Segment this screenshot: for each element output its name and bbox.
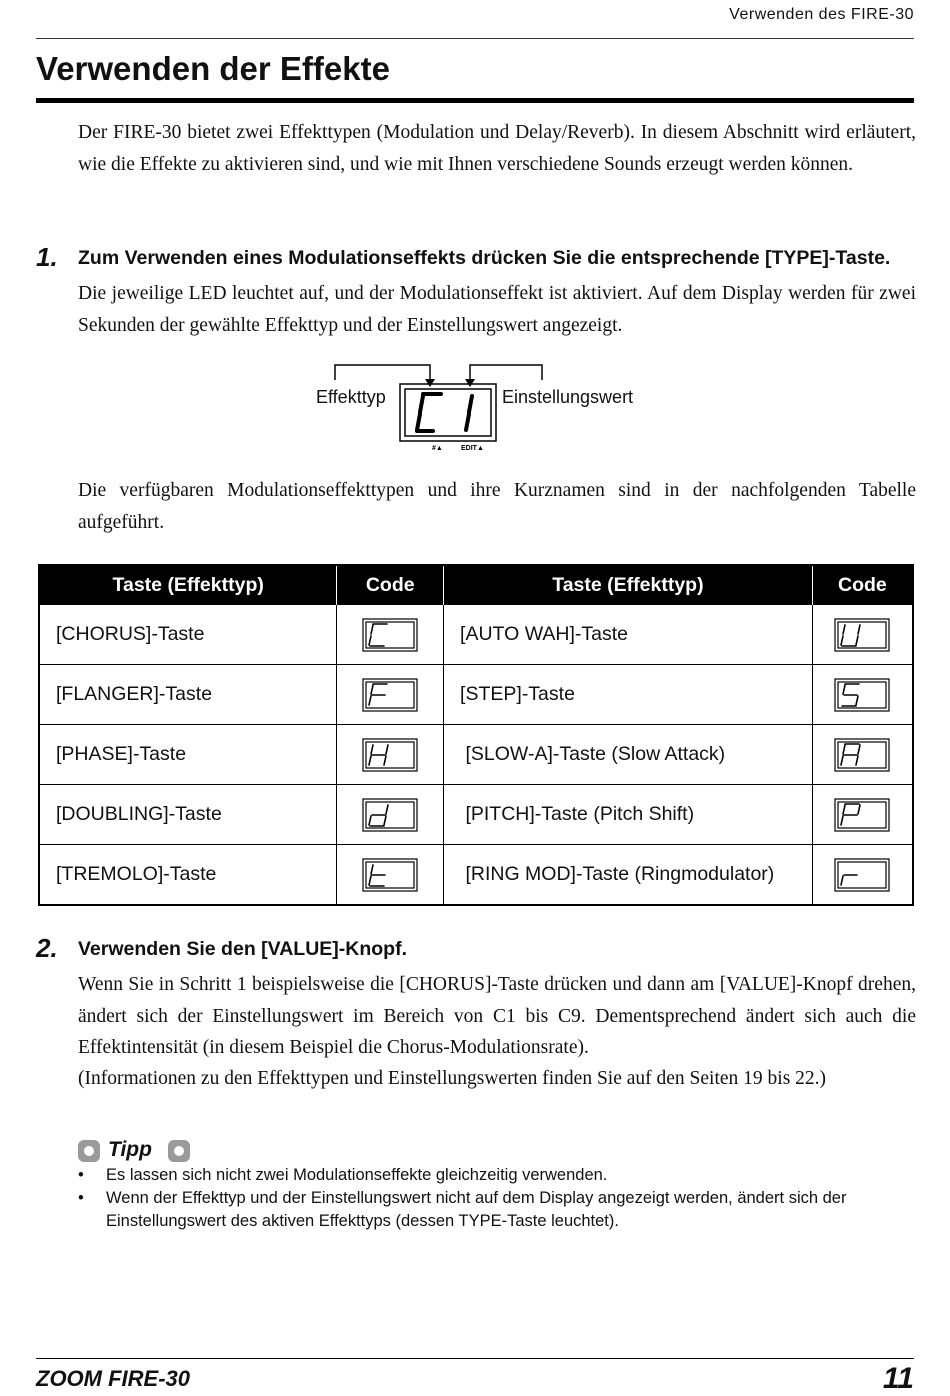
code-display-icon xyxy=(362,738,418,772)
effect-key-cell: [CHORUS]-Taste xyxy=(39,605,337,665)
page-number: 11 xyxy=(882,1362,914,1395)
code-cell xyxy=(812,605,913,665)
effect-key-cell: [AUTO WAH]-Taste xyxy=(444,605,813,665)
table-row xyxy=(39,785,913,845)
code-segment xyxy=(369,696,371,705)
header-code: Code xyxy=(812,565,913,605)
intro-paragraph: Der FIRE-30 bietet zwei Effekttypen (Modulation und Delay/Reverb). In diesem Abschnitt wird erläutert, wie die Effekte zu aktivieren sind, und wie mit Ihnen verschiedene Sounds erzeugt werden können. xyxy=(78,122,916,175)
effect-key-cell: [PHASE]-Taste xyxy=(39,725,337,785)
table-row xyxy=(39,605,913,665)
table-intro: Die verfügbaren Modulationseffekttypen und ihre Kurznamen sind in der nachfolgenden Tabelle aufgeführt. xyxy=(78,480,916,533)
code-display-icon xyxy=(362,798,418,832)
code-display-icon xyxy=(362,618,418,652)
code-cell xyxy=(812,665,913,725)
code-segment xyxy=(369,636,371,645)
code-segment xyxy=(369,876,371,885)
display-sub-label-left: #▲ xyxy=(432,445,443,452)
footer-rule xyxy=(36,1358,914,1359)
code-segment xyxy=(843,805,845,814)
code-segment xyxy=(371,865,373,874)
code-segment xyxy=(843,625,845,634)
code-cell xyxy=(337,725,444,785)
code-segment xyxy=(384,756,386,765)
page-title: Verwenden der Effekte xyxy=(36,50,390,87)
effects-table xyxy=(38,564,914,906)
code-segment xyxy=(369,816,371,825)
label-effekttyp: Effekttyp xyxy=(316,387,386,407)
step-1-text: Die jeweilige LED leuchtet auf, und der Modulationseffekt ist aktiviert. Auf dem Display werden für zwei Sekunden der gewählte Effekttyp und der Einstellungswert angezeigt. xyxy=(78,283,916,336)
code-cell xyxy=(337,845,444,906)
code-cell xyxy=(337,785,444,845)
tipp-list xyxy=(78,1164,920,1233)
code-display-icon xyxy=(834,798,890,832)
running-header: Verwenden des FIRE-30 xyxy=(729,6,914,23)
effect-key-cell: [FLANGER]-Taste xyxy=(39,665,337,725)
effect-key-cell: [DOUBLING]-Taste xyxy=(39,785,337,845)
display-sub-label-right: EDIT▲ xyxy=(461,445,484,452)
code-segment xyxy=(841,636,843,645)
code-cell xyxy=(812,785,913,845)
code-segment xyxy=(384,816,386,825)
step-2-heading: Verwenden Sie den [VALUE]-Knopf. xyxy=(78,938,407,960)
code-segment xyxy=(371,745,373,754)
header-key: Taste (Effekttyp) xyxy=(444,565,813,605)
code-segment xyxy=(858,805,860,814)
step-1-number: 1. xyxy=(36,242,58,272)
code-cell xyxy=(337,605,444,665)
code-display-icon xyxy=(834,738,890,772)
display-digit-right xyxy=(466,396,472,430)
table-row xyxy=(39,845,913,906)
code-segment xyxy=(371,625,373,634)
tipp-label: Tipp xyxy=(108,1138,152,1161)
code-display-icon xyxy=(834,618,890,652)
code-segment xyxy=(369,756,371,765)
code-segment xyxy=(386,745,388,754)
tipp-marker-icon xyxy=(78,1140,100,1162)
tipp-marker-icon xyxy=(168,1140,190,1162)
code-segment xyxy=(386,805,388,814)
step-2-number: 2. xyxy=(36,933,58,963)
footer-brand: ZOOM FIRE-30 xyxy=(36,1366,191,1391)
code-segment xyxy=(858,625,860,634)
code-segment xyxy=(843,685,845,694)
step-2-note: (Informationen zu den Effekttypen und Einstellungswerten finden Sie auf den Seiten 19 bis 22.) xyxy=(78,1068,827,1089)
code-segment xyxy=(841,756,843,765)
code-segment xyxy=(843,745,845,754)
code-segment xyxy=(841,876,843,885)
tipp-item: • Wenn der Effekttyp und der Einstellungswert nicht auf dem Display angezeigt werden, ändert sich der Einstellungswert des aktiven Effekttyps (dessen TYPE-Taste leuchtet). xyxy=(78,1187,920,1233)
code-segment xyxy=(858,745,860,754)
effect-key-cell: [PITCH]-Taste (Pitch Shift) xyxy=(444,785,813,845)
display-digit-left xyxy=(417,394,441,431)
table-row xyxy=(39,665,913,725)
effect-key-cell: [SLOW-A]-Taste (Slow Attack) xyxy=(444,725,813,785)
code-cell xyxy=(337,665,444,725)
code-display-icon xyxy=(362,858,418,892)
effect-key-cell: [TREMOLO]-Taste xyxy=(39,845,337,906)
code-segment xyxy=(841,816,843,825)
code-display-icon xyxy=(834,858,890,892)
code-cell xyxy=(812,845,913,906)
code-segment xyxy=(371,685,373,694)
header-rule xyxy=(36,38,914,39)
effect-key-cell: [RING MOD]-Taste (Ringmodulator) xyxy=(444,845,813,906)
code-cell xyxy=(812,725,913,785)
code-segment xyxy=(856,696,858,705)
label-einstellungswert: Einstellungswert xyxy=(502,387,634,407)
step-1-heading: Zum Verwenden eines Modulationseffekts drücken Sie die entsprechende [TYPE]-Taste. xyxy=(78,247,891,269)
code-segment xyxy=(856,636,858,645)
header-key: Taste (Effekttyp) xyxy=(39,565,337,605)
code-segment xyxy=(856,756,858,765)
table-header-row xyxy=(39,565,913,605)
header-code: Code xyxy=(337,565,444,605)
title-rule xyxy=(36,98,914,103)
step-2-text: Wenn Sie in Schritt 1 beispielsweise die [CHORUS]-Taste drücken und dann am [VALUE]-Knopf drehen, ändert sich der Einstellungswert im Bereich von C1 bis C9. Dementsprechend ändert sich auch die Effektintensität (in diesem Beispiel die Chorus-Modulationsrate). xyxy=(78,974,916,1058)
display-diagram xyxy=(300,360,660,455)
code-display-icon xyxy=(362,678,418,712)
code-display-icon xyxy=(834,678,890,712)
table-row xyxy=(39,725,913,785)
effect-key-cell: [STEP]-Taste xyxy=(444,665,813,725)
tipp-item: • Es lassen sich nicht zwei Modulationseffekte gleichzeitig verwenden. xyxy=(78,1164,920,1187)
